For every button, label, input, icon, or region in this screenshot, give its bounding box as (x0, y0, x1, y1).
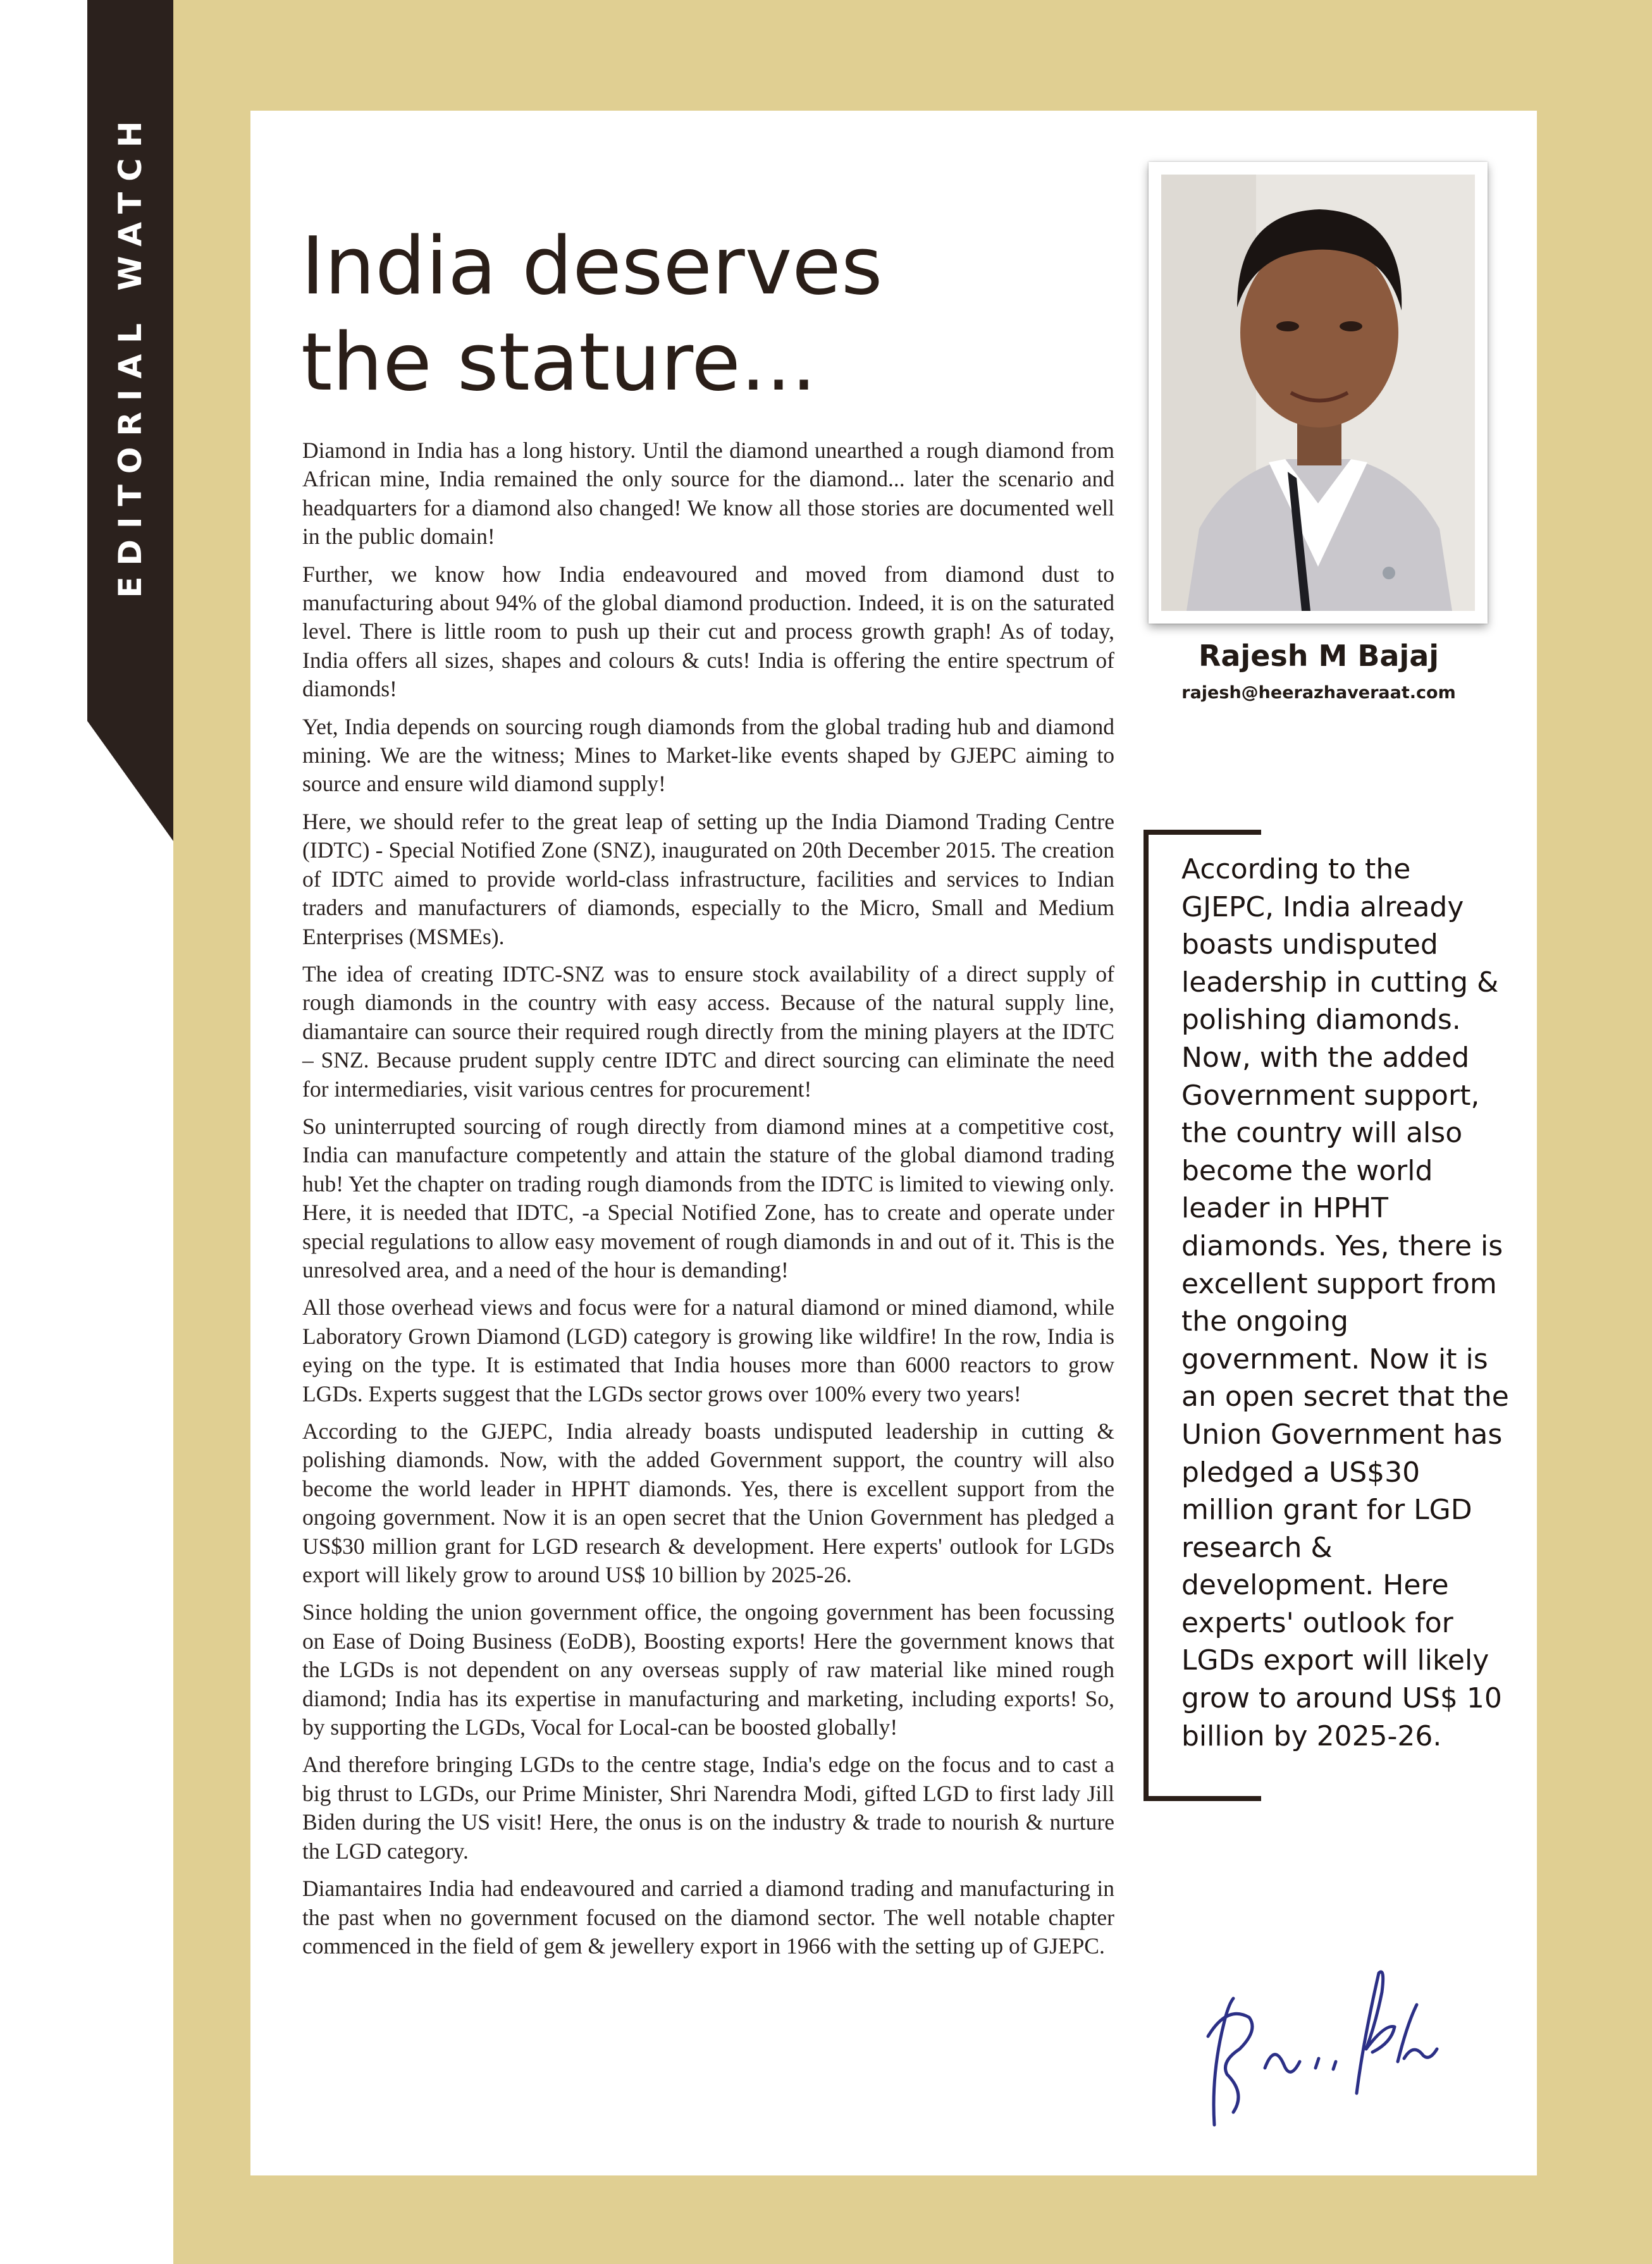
author-name: Rajesh M Bajaj (1198, 639, 1439, 673)
pull-quote-text: According to the GJEPC, India already boasts undisputed leadership in cutting & polishing diamonds. Now, with the added Government support, the country will also become the world leader in HPHT diamonds. Yes, there is excellent support from the ongoing government. Now it is an open secret that the Union Government has pledged a US$30 million grant for LGD research & development. Here experts' outlook for LGDs export will likely grow to around US$ 10 billion by 2025-26. (1181, 853, 1509, 1752)
article-paragraph: So uninterrupted sourcing of rough directly from diamond mines at a competitive cost, India can manufacture competently and attain the stature of the global diamond trading hub! Yet the chapter on trading rough diamonds from the IDTC is limited to viewing only. Here, it is needed that IDTC, -a Special Notified Zone, has to create and operate under special regulations to allow easy movement of rough diamonds in and out of it. This is the unresolved area, and a need of the hour is demanding! (302, 1113, 1114, 1283)
article-paragraph: According to the GJEPC, India already boasts undisputed leadership in cutting & polishing diamonds. Now, with the added Government support, the country will also become the world leader in HPHT diamonds. Yes, there is excellent support from the ongoing government. Now it is an open secret that the Union Government has pledged a US$30 million grant for LGD research & development. Here experts' outlook for LGDs export will likely grow to around US$ 10 billion by 2025-26. (302, 1418, 1114, 1588)
signature-image (1189, 1948, 1455, 2138)
headline-line-2: the stature... (301, 316, 817, 409)
section-label: EDITORIAL WATCH (112, 110, 149, 598)
article-paragraph: And therefore bringing LGDs to the centre stage, India's edge on the focus and to cast a big thrust to LGDs, our Prime Minister, Shri Narendra Modi, gifted LGD to first lady Jill Biden during the US visit! Here, the onus is on the industry & trade to nourish & nurture the LGD category. (302, 1752, 1114, 1864)
article-paragraph: Further, we know how India endeavoured and moved from diamond dust to manufacturing about 94% of the global diamond production. Indeed, it is on the saturated level. There is little room to push up their cut and process growth graph! As of today, India offers all sizes, shapes and colours & cuts! India is offering the entire spectrum of diamonds! (302, 561, 1114, 702)
headline-line-1: India deserves (301, 219, 883, 312)
author-photo-frame (1149, 162, 1488, 624)
article-paragraph: Yet, India depends on sourcing rough diamonds from the global trading hub and diamond mining. We are the witness; Mines to Market-like events shaped by GJEPC aiming to source and ensure wild diamond supply! (302, 713, 1114, 797)
article-body (302, 436, 1114, 1969)
author-portrait-image (1161, 175, 1475, 611)
author-signature (1189, 1948, 1455, 2138)
article-paragraph: All those overhead views and focus were for a natural diamond or mined diamond, while Laboratory Grown Diamond (LGD) category is growing like wildfire! In the row, India is eying on the type. It is estimated that India houses more than 6000 reactors to grow LGDs. Experts suggest that the LGDs sector grows over 100% every two years! (302, 1295, 1114, 1406)
article-paragraph: The idea of creating IDTC-SNZ was to ensure stock availability of a direct supply of rough diamonds in the country with easy access. Because of the natural supply line, diamantaire can source their required rough directly from the mining players at the IDTC – SNZ. Because prudent supply centre IDTC and direct sourcing can eliminate the need for intermediaries, visit various centres for procurement! (302, 961, 1114, 1102)
author-photo (1161, 175, 1475, 611)
article-paragraph: Here, we should refer to the great leap of setting up the India Diamond Trading Centre (IDTC) - Special Notified Zone (SNZ), inaugurated on 20th December 2015. The creation of IDTC aimed to provide world-class infrastructure, facilities and services to Indian traders and manufacturers of diamonds, especially to the Micro, Small and Medium Enterprises (MSMEs). (302, 808, 1114, 949)
article-paragraph: Since holding the union government office, the ongoing government has been focussing on Ease of Doing Business (EoDB), Boosting exports! Here the government knows that the LGDs is not dependent on any overseas supply of raw material like mined rough diamond; India has its expertise in manufacturing and marketing, including exports! So, by supporting the LGDs, Vocal for Local-can be boosted globally! (302, 1599, 1114, 1740)
headline (301, 218, 1123, 410)
author-email[interactable]: rajesh@heerazhaveraat.com (1181, 683, 1456, 703)
article-paragraph: Diamond in India has a long history. Until the diamond unearthed a rough diamond from African mine, India remained the only source for the diamond... later the scenario and headquarters for a diamond also changed! We know all those stories are documented well in the public domain! (302, 438, 1114, 550)
article-paragraph: Diamantaires India had endeavoured and carried a diamond trading and manufacturing in the past when no government focused on the diamond sector. The well notable chapter commenced in the field of gem & jewellery export in 1966 with the setting up of GJEPC. (302, 1876, 1114, 1959)
